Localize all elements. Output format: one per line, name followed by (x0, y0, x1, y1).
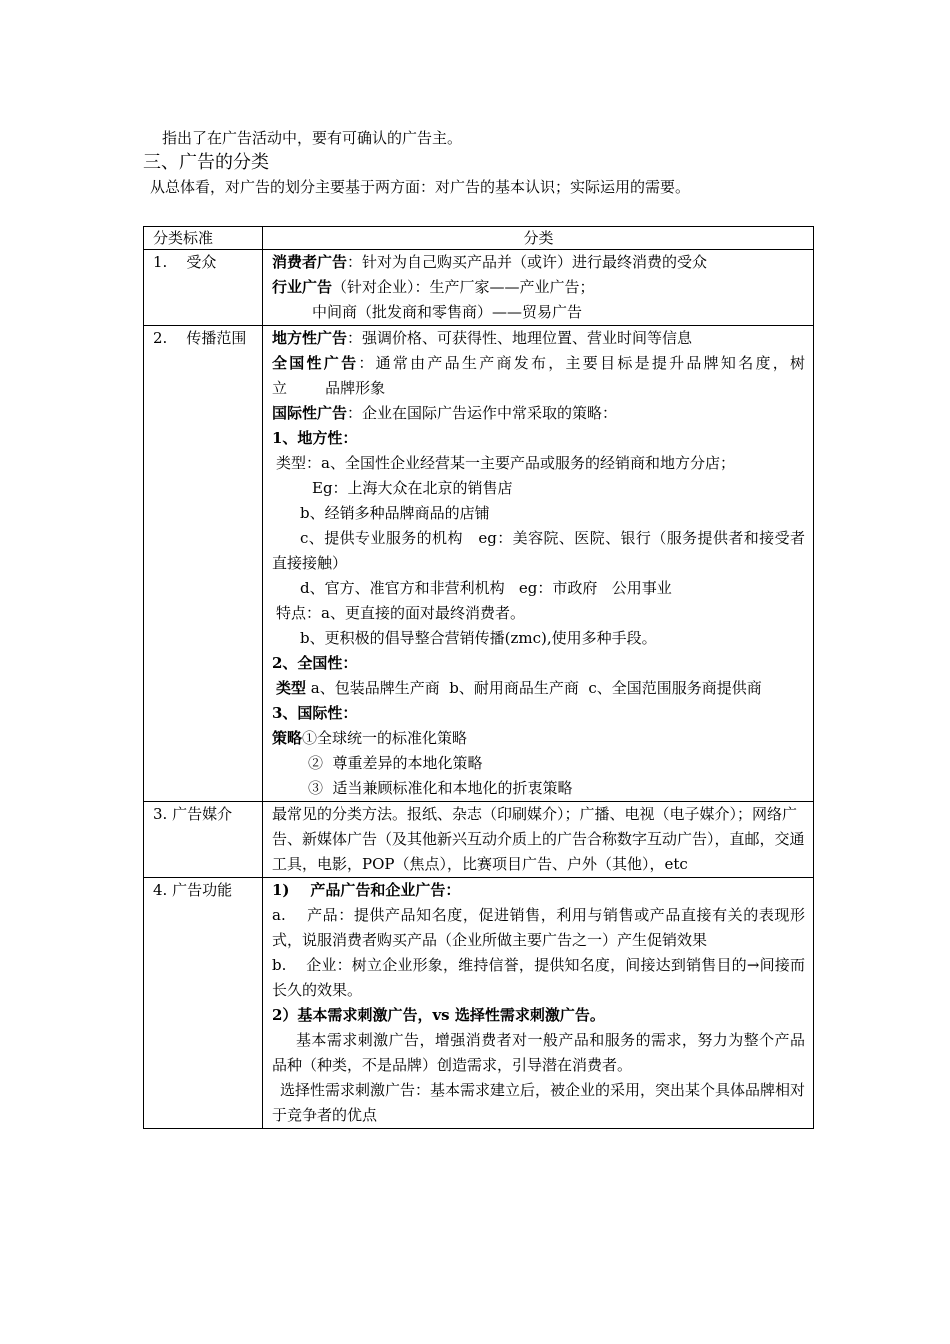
text-primary-demand: 基本需求刺激广告，增强消费者对一般产品和服务的需求，努力为整个产品品种（种类，不是品牌）创造需求，引导潜在消费者。 (272, 1031, 805, 1074)
text-local-feature: 特点：a、更直接的面对最终消费者。 (276, 604, 525, 622)
subheading-demand: 2）基本需求刺激广告，vs 选择性需求刺激广告。 (272, 1006, 605, 1024)
table-row (144, 250, 814, 326)
row-label-function: 4. 广告功能 (144, 878, 263, 1129)
text-selective-demand: 选择性需求刺激广告：基本需求建立后，被企业的采用，突出某个具体品牌相对于竞争者的优点 (272, 1081, 806, 1124)
term-consumer-ad: 消费者广告 (272, 253, 348, 271)
text-strategy-1: ①全球统一的标准化策略 (302, 729, 468, 747)
summary-line: 从总体看，对广告的划分主要基于两方面：对广告的基本认识；实际运用的需要。 (150, 178, 691, 196)
text-product-ad: a. 产品：提供产品知名度，促进销售，利用与销售或产品直接有关的表现形式，说服消费者购买产品（企业所做主要广告之一）产生促销效果 (272, 906, 805, 949)
text-middleman: 中间商（批发商和零售商）——贸易广告 (312, 303, 583, 321)
subheading-local: 1、地方性： (272, 429, 358, 447)
row-label-media: 3. 广告媒介 (144, 802, 263, 878)
subheading-product-corporate: 1) 产品广告和企业广告： (272, 881, 461, 899)
text-strategy-3: ③ 适当兼顾标准化和本地化的折衷策略 (308, 779, 573, 797)
intro-line: 指出了在广告活动中，要有可确认的广告主。 (162, 129, 463, 147)
text-national-type: a、包装品牌生产商 b、耐用商品生产商 c、全国范围服务商提供商 (306, 679, 762, 697)
text-corporate-ad: b. 企业：树立企业形象，维持信誉，提供知名度，间接达到销售目的→间接而长久的效果。 (272, 956, 805, 999)
subheading-national: 2、全国性： (272, 654, 358, 672)
text-local-d: d、官方、准官方和非营利机构 eg：市政府 公用事业 (300, 579, 672, 597)
text-national-ad: ：通常由产品生产商发布，主要目标是提升品牌知名度，树立 品牌形象 (272, 354, 805, 397)
text-local-c: c、提供专业服务的机构 eg：美容院、医院、银行（服务提供者和接受者直接接触） (272, 529, 805, 572)
row-label-scope: 2. 传播范围 (144, 326, 263, 802)
text-consumer-ad: ：针对为自己购买产品并（或许）进行最终消费的受众 (347, 253, 708, 271)
row-content-media: 最常见的分类方法。报纸、杂志（印刷媒介）；广播、电视（电子媒介）；网络广告、新媒体广告（及其他新兴互动介质上的广告合称数字互动广告），直邮，交通工具，电影，POP（焦点），比赛项目广告、户外（其他），etc (263, 802, 814, 878)
text-local-feature-b: b、更积极的倡导整合营销传播(zmc),使用多种手段。 (300, 629, 657, 647)
row-content-function (263, 878, 814, 1129)
text-local-ad: ：强调价格、可获得性、地理位置、营业时间等信息 (347, 329, 693, 347)
row-content-audience (263, 250, 814, 326)
text-local-b: b、经销多种品牌商品的店铺 (300, 504, 490, 522)
table-row (144, 878, 814, 1129)
classification-table (143, 226, 814, 1129)
table-row (144, 802, 814, 878)
subheading-international: 3、国际性： (272, 704, 358, 722)
term-national-type: 类型 (276, 679, 307, 697)
row-content-scope (263, 326, 814, 802)
text-international-ad: ：企业在国际广告运作中常采取的策略： (347, 404, 618, 422)
term-local-ad: 地方性广告 (272, 329, 348, 347)
term-industry-ad: 行业广告 (272, 278, 333, 296)
text-strategy-2: ② 尊重差异的本地化策略 (308, 754, 483, 772)
table-row (144, 326, 814, 802)
text-local-type: 类型：a、全国性企业经营某一主要产品或服务的经销商和地方分店； (276, 454, 735, 472)
header-category: 分类 (263, 227, 814, 250)
text-industry-ad: （针对企业）：生产厂家——产业广告； (332, 278, 595, 296)
term-strategy: 策略 (272, 729, 303, 747)
table-header-row (144, 227, 814, 250)
term-international-ad: 国际性广告 (272, 404, 348, 422)
term-national-ad: 全国性广告 (272, 354, 359, 372)
header-standard: 分类标准 (144, 227, 263, 250)
row-label-audience: 1. 受众 (144, 250, 263, 326)
text-local-eg: Eg：上海大众在北京的销售店 (312, 479, 513, 497)
section-heading: 三、广告的分类 (143, 152, 269, 173)
